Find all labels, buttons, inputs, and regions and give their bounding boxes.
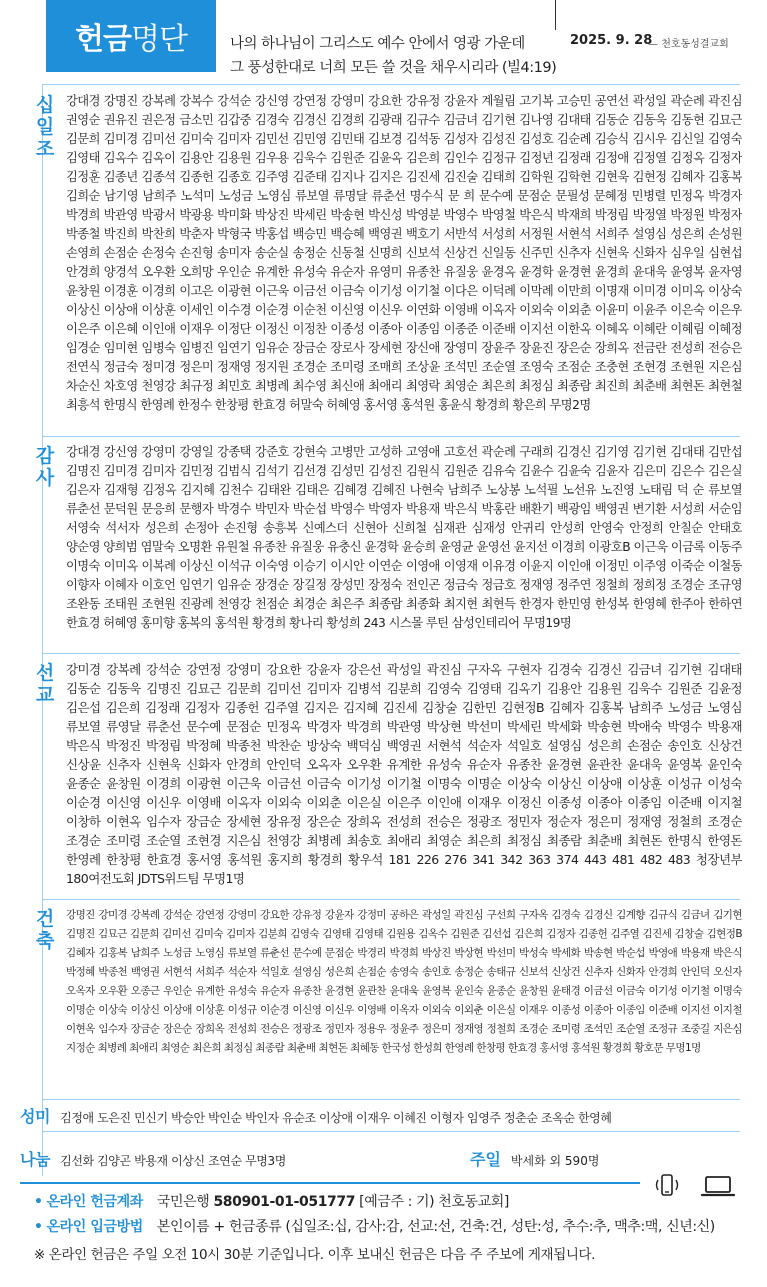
online-method-label: 온라인 입금방법 [46,1219,143,1235]
account-number: 580901-01-051777 [213,1194,356,1210]
section-divider [42,1131,740,1132]
online-method-text: 본인이름 + 헌금종류 (십일조:십, 감사:감, 선교:선, 건축:건, 성탄:성, 추수:추, 맥추:맥, 신년:신) [156,1219,715,1235]
online-method-row [34,1216,715,1236]
church-name: — 천호동성결교회 [648,35,729,50]
section-divider [42,1099,740,1100]
building-names: 강명진 강미경 강복례 강석순 강연정 강영미 강요한 강유정 강윤자 강정미 공하은 곽성일 곽진심 구선희 구자옥 김경숙 김경신 김계향 김규식 김금녀 김기현 김명진 김묘근 김문희 김미선 김미숙 김미자 김분희 김영숙 김영태 김영태 김원용 김옥수 김원준 김선섭 김은희 김정자 김종헌 김주열 김진세 김창술 김현정B 김혜자 김홍복 남희주 노성금 노영심 류보열 류춘선 문수예 문점순 박경리 박경희 박상진 박상현 박선미 박성숙 박세화 박송현 박순섭 박영애 박용재 박은식 박정혜 박종천 백영권 서현석 서희주 석순자 석일호 설영심 성은희 손점순 송영숙 송인호 송정순 송태규 신보석 신상건 신추자 신화자 안경희 안인덕 오신자 오옥자 오우환 오종근 우인순 유계한 유성숙 유순자 유종찬 윤경현 윤관찬 윤대욱 윤영복 윤인숙 윤종순 윤창원 윤태경 이금선 이금숙 이기성 이기철 이명숙 이명순 이상숙 이상신 이상애 이상훈 이성규 이순경 이신영 이신우 이영배 이옥자 이외숙 이외춘 이은실 이재우 이종성 이종아 이종임 이준배 이지선 이지철 이현옥 임수자 장금순 장은순 장희옥 전성희 전승은 정광조 정민자 정용우 정윤주 정은미 정재영 정철희 조경순 조미령 조석민 조순열 조정규 조중길 지은심 지정순 최병례 최애리 최영순 최은희 최정심 최종람 최춘배 최현돈 최혜동 한국성 한성희 한영례 한창평 한효경 홍서영 홍석원 황경희 황호문 무명1명 [66,909,742,1054]
sunday-label: 주일 [470,1150,501,1169]
bullet: • [34,1194,43,1210]
online-account-label: 온라인 헌금계좌 [46,1194,143,1210]
sharing-label: 나눔 [20,1150,51,1169]
thanks-label-text: 감 사 [35,445,55,489]
holy-rice-label: 성미 [20,1107,51,1126]
online-account-row [34,1191,509,1211]
section-divider [42,436,740,437]
sharing-row [20,1147,286,1170]
title-bold: 헌금 [75,22,131,57]
account-holder: [예금주 : 기) 천호동교회] [359,1194,509,1210]
header-divider [555,0,556,30]
section-divider [42,653,740,654]
holy-rice-row [20,1104,612,1127]
bible-verse [230,32,556,80]
tithe-label-text: 십 일 조 [35,94,55,160]
left-rule [42,84,43,1176]
verse-line-2: 그 풍성한대로 너희 모든 쓸 것을 채우시리라 (빌4:19) [230,60,557,76]
page-title [46,0,216,72]
section-label-mission [34,662,56,706]
online-notice: ※ 온라인 헌금은 주일 오전 10시 30분 기준입니다. 이후 보내신 헌금은 다음 주 주보에 게재됩니다. [34,1247,596,1263]
sunday-row [470,1147,599,1170]
bank-name: 국민은행 [156,1194,210,1210]
holy-rice-names: 김정애 도은진 민신기 박승안 박인순 박인자 유순조 이상애 이재우 이혜진 이형자 임영주 정춘순 조옥순 한영혜 [60,1111,612,1125]
bulletin-date: 2025. 9. 28 [570,33,653,48]
mission-label-text: 선 교 [35,662,55,706]
thanks-names: 강대경 강신영 강영미 강영일 강종택 강준호 강현숙 고병만 고성하 고영애 고호선 곽순례 구래희 김경신 김기영 김기현 김대태 김만섭 김명진 김미경 김미자 김민정 김범식 김석기 김선경 김성민 김성진 김원식 김원준 김유숙 김윤수 김윤숙 김윤자 김은미 김은수 김은실 김은자 김재형 김정옥 김지혜 김천수 김태완 김태은 김혜경 김혜진 나현숙 남희주 노상봉 노석필 노선유 노진영 노태림 덕 순 류보열 류춘선 문덕원 문응희 문행자 박경수 박민자 박순섭 박영수 박영자 박용재 박은식 박홍란 배환기 백광임 백영권 변기환 서성희 서순임 서영숙 석서자 성은희 손정아 손진형 송흥복 신예스더 신현아 신희철 심재관 심재성 안귀리 안성희 안영숙 안정희 안칠순 안태호 양순영 양희범 염말숙 오명환 유원철 유종찬 유질웅 유충신 윤경학 윤승희 윤영균 윤영선 윤지선 이경희 이광호B 이근욱 이금록 이동주 이명숙 이미옥 이복례 이상신 이석규 이숙영 이승기 이시안 이연순 이영애 이영재 이유경 이윤지 이인애 이정민 이주영 이죽순 이철동 이향자 이혜자 이호언 임연기 임유순 장경순 장길정 장성민 장정숙 전인곤 정금숙 정금호 정재영 정주연 정철희 정희정 조경순 조규영 조완동 조태원 조현원 진광례 천영강 천점순 최경순 최은주 최종람 최종화 최지현 최현득 한경자 한민영 한성복 한영혜 한주아 한하연 한효경 허혜영 홍미향 홍복의 홍석원 황경희 황나리 황성희 243 시스몰 루틴 삼성인테리어 무명19명 [66,445,742,630]
title-light: 명단 [131,22,187,57]
section-label-building [34,908,56,952]
top-rule [42,84,740,85]
section-label-thanks [34,445,56,489]
sharing-names: 김선화 김양곤 박용재 이상신 조연순 무명3명 [60,1154,286,1168]
mission-names: 강미경 강복례 강석순 강연정 강영미 강요한 강윤자 강은선 곽성일 곽진심 구자옥 구현자 김경숙 김경신 김금녀 김기현 김대태 김동순 김동욱 김명진 김묘근 김문희 김미선 김미자 김병석 김분희 김영숙 김영태 김옥기 김용안 김용원 김욱수 김원준 김윤정 김은섭 김은희 김정래 김정자 김종헌 김주열 김지은 김지혜 김진세 김창술 김한민 김현정B 김혜자 김홍복 남희주 노성금 노영심 류보열 류영달 류춘선 문수예 문점순 민정옥 박경자 박경희 박관영 박상현 박선미 박세린 박세화 박송현 박애숙 박영수 박용재 박은식 박정진 박정림 박정혜 박종천 박찬순 방상숙 백덕심 백영권 서현석 석순자 석일호 설영심 성은희 손점순 송인호 신상건 신상윤 신추자 신현욱 신화자 안경희 안인덕 오옥자 오우환 유계한 유성숙 유순자 유종찬 윤경현 윤관찬 윤대욱 윤영복 윤인숙 윤종순 윤창원 이경희 이광현 이근욱 이금선 이금숙 이기성 이기철 이명숙 이명순 이상숙 이상신 이상애 이상훈 이성규 이성숙 이순경 이신영 이신우 이영배 이옥자 이외숙 이외춘 이은실 이은주 이인애 이재우 이정신 이종성 이종아 이종임 이준배 이지철 이창하 이현옥 임수자 장금순 장세현 장유정 장은순 장희옥 전성희 전승은 정광조 정민자 정순자 정은미 정재영 정철희 조경순 조경순 조미령 조순열 조현경 지은심 천영강 최병례 최송호 최애리 최영순 최은희 최정심 최종람 최춘배 최현돈 한명식 한영돈 한영례 한창평 한효경 홍서영 홍석원 홍지희 황경희 황우석 181 226 276 341 342 363 374 443 481 482 483 청장년부 180여전도회 JDTS위드팀 무명1명 [66,662,742,886]
section-label-tithe [34,94,56,160]
tithe-names: 강대경 강명진 강복례 강복수 강석순 강신영 강연정 강영미 강요한 강유정 강윤자 계월림 고기복 고승민 공연선 곽성일 곽순례 곽진심 권영순 권유진 권은정 금소민 김갑중 김경숙 김경신 김경희 김광래 김규수 김금녀 김기현 김나영 김대태 김동순 김동욱 김동현 김묘근 김문희 김미경 김미선 김미숙 김미자 김민선 김민영 김민태 김보경 김석동 김성자 김성진 김성호 김순례 김승식 김시우 김신일 김영숙 김영태 김옥수 김옥이 김용안 김용원 김우용 김욱수 김원준 김윤옥 김은희 김인수 김정규 김정년 김정래 김정애 김정열 김정옥 김정자 김정훈 김종년 김종석 김종헌 김종호 김주영 김준태 김지나 김지은 김진세 김진술 김태희 김학원 김학현 김현욱 김현정 김혜자 김홍복 김희순 남기영 남희주 노석미 노성금 노영심 류보열 류명달 류춘선 명수식 문 희 문수예 문점순 문필성 문혜정 민병렬 민정옥 박경자 박경희 박관영 박광서 박광용 박미화 박상진 박세린 박송현 박신성 박영분 박영수 박영철 박은식 박재희 박정림 박정열 박정원 박정자 박종철 박진희 박찬희 박춘자 박형국 박홍섭 백승민 백승혜 백영권 백호기 서반석 서성희 서정원 서현석 서희주 설영심 성은희 손성원 손영희 손점순 손정숙 손진형 송미자 송순실 송정순 신동철 신명희 신보석 신상건 신일동 신주민 신추자 신현욱 신화자 심우일 심현섭 안경희 양경석 오우환 오희망 우인순 유계한 유성숙 유순자 유영미 유종찬 유질웅 윤경옥 윤경학 윤경현 윤경희 윤대욱 윤영복 윤자영 윤창원 이경훈 이경희 이고은 이광현 이근욱 이금선 이금숙 이기성 이기철 이다은 이덕례 이막례 이만희 이명재 이미경 이미옥 이상숙 이상신 이상애 이상훈 이세인 이수경 이순경 이순천 이신영 이신우 이연화 이영배 이옥자 이외숙 이외춘 이윤미 이윤주 이은숙 이은우 이은주 이은혜 이인애 이재우 이정단 이정신 이정찬 이종성 이종아 이종임 이종준 이준배 이지선 이한옥 이혜옥 이혜란 이혜림 이혜정 임경순 임미현 임병숙 임병진 임연기 임유순 장금순 장로사 장세현 장신애 장영미 장윤주 장윤진 장은순 장희옥 전금란 전성희 전승은 전연식 정금숙 정미경 정은미 정재영 정지원 조경순 조미령 조매희 조상윤 조석민 조순열 조영숙 조점순 조충현 조현경 조현원 지은심 차순신 차호영 천영강 최규정 최민호 최병례 최수영 최신애 최애리 최영락 최영순 최은희 최정심 최종람 최진희 최춘배 최현돈 최현철 최흥석 한명식 한영례 한정수 한창평 한효경 허말숙 허혜영 홍서영 홍석원 홍윤식 황경희 황은희 무명2명 [66,94,742,412]
laptop-icon [700,1172,736,1200]
section-divider [42,899,740,900]
sunday-names: 박세화 외 590명 [510,1154,600,1168]
footer-rule [20,1182,640,1184]
bullet: • [34,1219,43,1235]
building-label-text: 건 축 [35,908,55,952]
verse-line-1: 나의 하나님이 그리스도 예수 안에서 영광 가운데 [230,36,525,52]
header [0,0,767,86]
phone-vibrate-icon [652,1172,682,1200]
